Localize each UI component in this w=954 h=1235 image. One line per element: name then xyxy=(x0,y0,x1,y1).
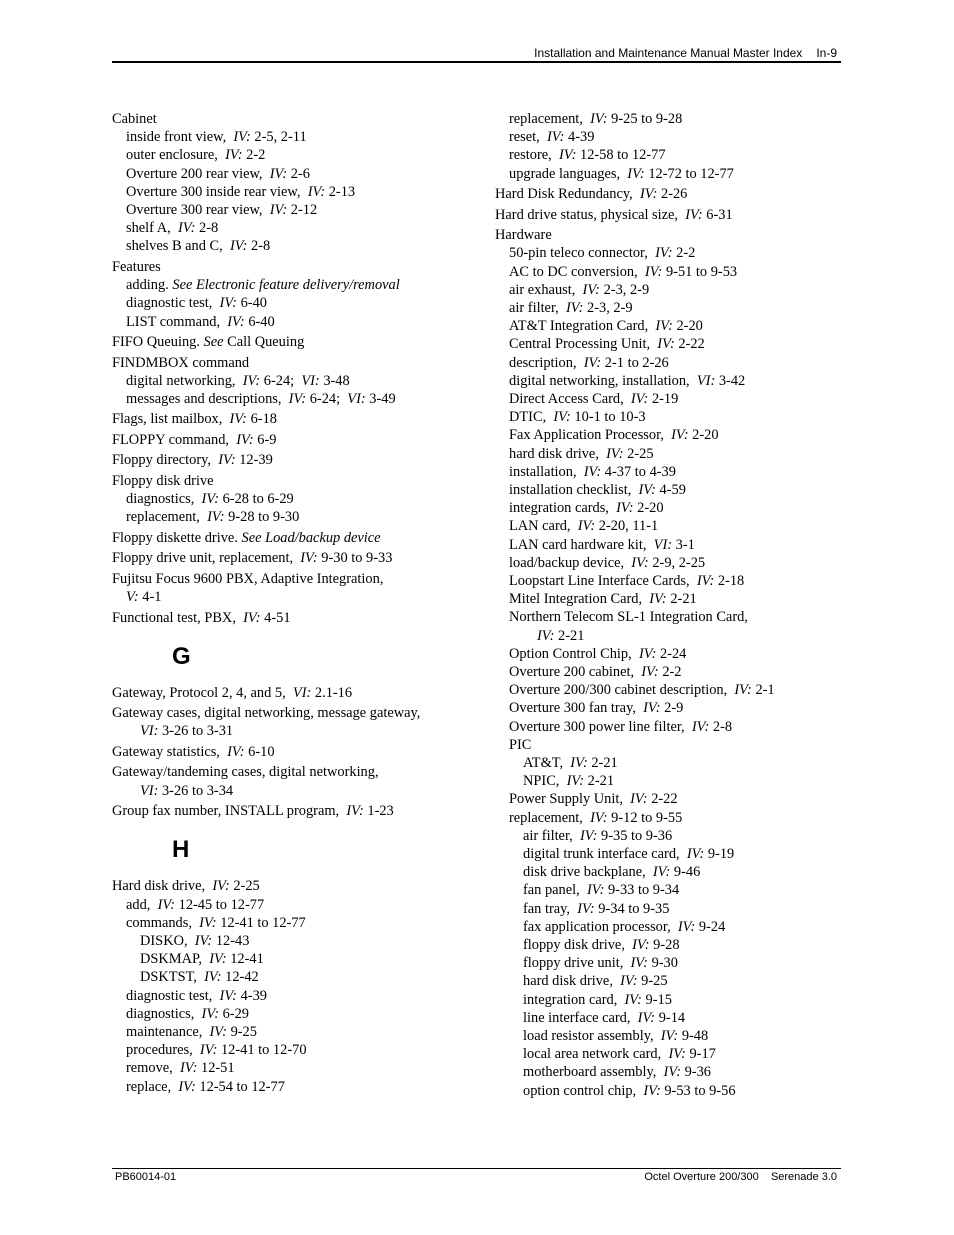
index-subentry: load resistor assembly, IV: 9-48 xyxy=(523,1028,709,1045)
index-subentry: installation, IV: 4-37 to 4-39 xyxy=(509,463,676,480)
index-subentry: replace, IV: 12-54 to 12-77 xyxy=(126,1078,285,1095)
index-subentry: Overture 200 cabinet, IV: 2-2 xyxy=(509,663,682,680)
index-subentry: LIST command, IV: 6-40 xyxy=(126,313,275,330)
index-subentry: AC to DC conversion, IV: 9-51 to 9-53 xyxy=(509,263,738,280)
index-entry: Hard disk drive, IV: 2-25 xyxy=(112,878,260,895)
index-subentry: commands, IV: 12-41 to 12-77 xyxy=(126,914,306,931)
index-entry: Gateway cases, digital networking, message gateway, xyxy=(112,705,421,722)
index-subentry: upgrade languages, IV: 12-72 to 12-77 xyxy=(509,165,734,182)
index-subentry: replacement, IV: 9-25 to 9-28 xyxy=(509,111,683,127)
index-subentry: shelves B and C, IV: 2-8 xyxy=(126,238,271,255)
index-entry: Floppy directory, IV: 12-39 xyxy=(112,452,273,469)
index-subentry: remove, IV: 12-51 xyxy=(126,1060,235,1077)
index-subentry: replacement, IV: 9-12 to 9-55 xyxy=(509,809,683,826)
index-subentry: add, IV: 12-45 to 12-77 xyxy=(126,896,265,913)
index-entry: Functional test, PBX, IV: 4-51 xyxy=(112,609,291,626)
index-subentry: AT&T, IV: 2-21 xyxy=(523,755,618,771)
index-subentry: messages and descriptions, IV: 6-24; VI: 3-49 xyxy=(126,390,396,407)
header-rule xyxy=(112,61,841,63)
index-subentry: digital networking, installation, VI: 3-42 xyxy=(509,372,746,389)
index-subentry: inside front view, IV: 2-5, 2-11 xyxy=(126,129,307,146)
index-subentry: motherboard assembly, IV: 9-36 xyxy=(523,1064,711,1081)
index-column-left xyxy=(112,110,477,1096)
index-subentry: fan panel, IV: 9-33 to 9-34 xyxy=(523,882,680,899)
index-column-right xyxy=(495,110,841,1100)
index-subentry: AT&T Integration Card, IV: 2-20 xyxy=(509,318,703,335)
index-subentry: DSKMAP, IV: 12-41 xyxy=(140,951,264,968)
index-subentry: diagnostic test, IV: 4-39 xyxy=(126,987,267,1004)
index-subentry: procedures, IV: 12-41 to 12-70 xyxy=(126,1042,307,1059)
index-section-letter: H xyxy=(172,836,190,864)
index-subentry: PIC xyxy=(509,736,532,753)
index-subentry: DISKO, IV: 12-43 xyxy=(140,932,250,949)
index-subentry: Central Processing Unit, IV: 2-22 xyxy=(509,336,705,353)
index-entry: Floppy diskette drive. See Load/backup device xyxy=(112,529,381,546)
index-subentry: digital trunk interface card, IV: 9-19 xyxy=(523,846,735,863)
index-subentry: air filter, IV: 9-35 to 9-36 xyxy=(523,827,673,844)
index-subentry: Power Supply Unit, IV: 2-22 xyxy=(509,791,678,808)
index-subentry: Direct Access Card, IV: 2-19 xyxy=(509,390,679,407)
index-subentry: Northern Telecom SL-1 Integration Card, xyxy=(509,609,748,626)
index-subentry: outer enclosure, IV: 2-2 xyxy=(126,147,266,164)
index-subentry: V: 4-1 xyxy=(126,589,162,606)
index-subentry: fax application processor, IV: 9-24 xyxy=(523,918,726,935)
index-subentry: line interface card, IV: 9-14 xyxy=(523,1009,686,1026)
index-subentry: diagnostic test, IV: 6-40 xyxy=(126,295,267,312)
index-subentry: description, IV: 2-1 to 2-26 xyxy=(509,354,669,371)
index-subentry: hard disk drive, IV: 9-25 xyxy=(523,973,668,990)
index-subentry: installation checklist, IV: 4-59 xyxy=(509,481,686,498)
footer-rule xyxy=(112,1168,841,1169)
index-subentry: maintenance, IV: 9-25 xyxy=(126,1023,257,1040)
index-subentry: hard disk drive, IV: 2-25 xyxy=(509,445,654,462)
index-subentry: replacement, IV: 9-28 to 9-30 xyxy=(126,509,300,526)
index-subentry: option control chip, IV: 9-53 to 9-56 xyxy=(523,1082,736,1099)
index-subentry: floppy disk drive, IV: 9-28 xyxy=(523,937,680,954)
index-entry: FINDMBOX command xyxy=(112,354,250,371)
index-subentry: Overture 300 rear view, IV: 2-12 xyxy=(126,202,318,219)
header-page-number: In-9 xyxy=(816,46,837,60)
index-subentry: restore, IV: 12-58 to 12-77 xyxy=(509,147,666,164)
index-subentry: LAN card hardware kit, VI: 3-1 xyxy=(509,536,695,553)
header-title: Installation and Maintenance Manual Master Index xyxy=(534,46,803,60)
footer-doc-number: PB60014-01 xyxy=(115,1171,177,1183)
running-header xyxy=(534,46,837,60)
index-subentry: Fax Application Processor, IV: 2-20 xyxy=(509,427,719,444)
index-entry: Gateway, Protocol 2, 4, and 5, VI: 2.1-16 xyxy=(112,684,353,701)
index-subentry: 50-pin teleco connector, IV: 2-2 xyxy=(509,245,696,262)
index-subentry: Overture 300 inside rear view, IV: 2-13 xyxy=(126,183,356,200)
index-subentry: Overture 300 fan tray, IV: 2-9 xyxy=(509,700,684,717)
index-entry: FIFO Queuing. See Call Queuing xyxy=(112,334,305,351)
index-section-letter: G xyxy=(172,642,191,670)
index-subentry: adding. See Electronic feature delivery/removal xyxy=(126,277,400,294)
index-entry: Flags, list mailbox, IV: 6-18 xyxy=(112,411,277,428)
index-subentry: Mitel Integration Card, IV: 2-21 xyxy=(509,591,697,608)
footer-product: Octel Overture 200/300 Serenade 3.0 xyxy=(644,1171,837,1183)
index-subentry: integration cards, IV: 2-20 xyxy=(509,500,664,517)
index-subentry: air exhaust, IV: 2-3, 2-9 xyxy=(509,281,650,298)
index-subentry: VI: 3-26 to 3-34 xyxy=(140,782,234,799)
index-subentry: local area network card, IV: 9-17 xyxy=(523,1046,716,1063)
index-entry: Hard drive status, physical size, IV: 6-31 xyxy=(495,206,733,223)
index-entry: Floppy drive unit, replacement, IV: 9-30 to 9-33 xyxy=(112,550,393,567)
index-subentry: diagnostics, IV: 6-28 to 6-29 xyxy=(126,491,294,508)
index-entry: Features xyxy=(112,258,161,275)
index-subentry: shelf A, IV: 2-8 xyxy=(126,220,219,237)
index-subentry: Overture 200/300 cabinet description, IV: 2-1 xyxy=(509,682,775,699)
index-entry: Hard Disk Redundancy, IV: 2-26 xyxy=(495,186,688,203)
index-subentry: fan tray, IV: 9-34 to 9-35 xyxy=(523,900,670,917)
index-subentry: integration card, IV: 9-15 xyxy=(523,991,672,1008)
index-subentry: DSKTST, IV: 12-42 xyxy=(140,969,259,986)
index-subentry: Overture 300 power line filter, IV: 2-8 xyxy=(509,718,733,735)
index-subentry: air filter, IV: 2-3, 2-9 xyxy=(509,299,633,316)
index-entry: Hardware xyxy=(495,227,552,244)
index-subentry: Option Control Chip, IV: 2-24 xyxy=(509,645,687,662)
index-subentry: Loopstart Line Interface Cards, IV: 2-18 xyxy=(509,572,745,589)
index-entry: Gateway/tandeming cases, digital networking, xyxy=(112,764,379,781)
index-entry: Fujitsu Focus 9600 PBX, Adaptive Integration, xyxy=(112,570,384,587)
index-subentry: reset, IV: 4-39 xyxy=(509,129,595,146)
index-subentry: LAN card, IV: 2-20, 11-1 xyxy=(509,518,659,535)
index-subentry: floppy drive unit, IV: 9-30 xyxy=(523,955,678,972)
index-subentry: VI: 3-26 to 3-31 xyxy=(140,723,234,740)
index-subentry: NPIC, IV: 2-21 xyxy=(523,773,615,790)
index-entry: Floppy disk drive xyxy=(112,472,214,489)
index-subentry: Overture 200 rear view, IV: 2-6 xyxy=(126,165,310,182)
index-subentry: load/backup device, IV: 2-9, 2-25 xyxy=(509,554,706,571)
index-subentry: diagnostics, IV: 6-29 xyxy=(126,1005,249,1022)
index-entry: Cabinet xyxy=(112,111,157,127)
index-entry: Group fax number, INSTALL program, IV: 1-23 xyxy=(112,803,394,820)
index-subentry: DTIC, IV: 10-1 to 10-3 xyxy=(509,409,646,426)
index-subentry: disk drive backplane, IV: 9-46 xyxy=(523,864,701,881)
index-subentry: IV: 2-21 xyxy=(537,627,585,644)
index-entry: Gateway statistics, IV: 6-10 xyxy=(112,743,275,760)
index-subentry: digital networking, IV: 6-24; VI: 3-48 xyxy=(126,372,350,389)
index-entry: FLOPPY command, IV: 6-9 xyxy=(112,431,277,448)
